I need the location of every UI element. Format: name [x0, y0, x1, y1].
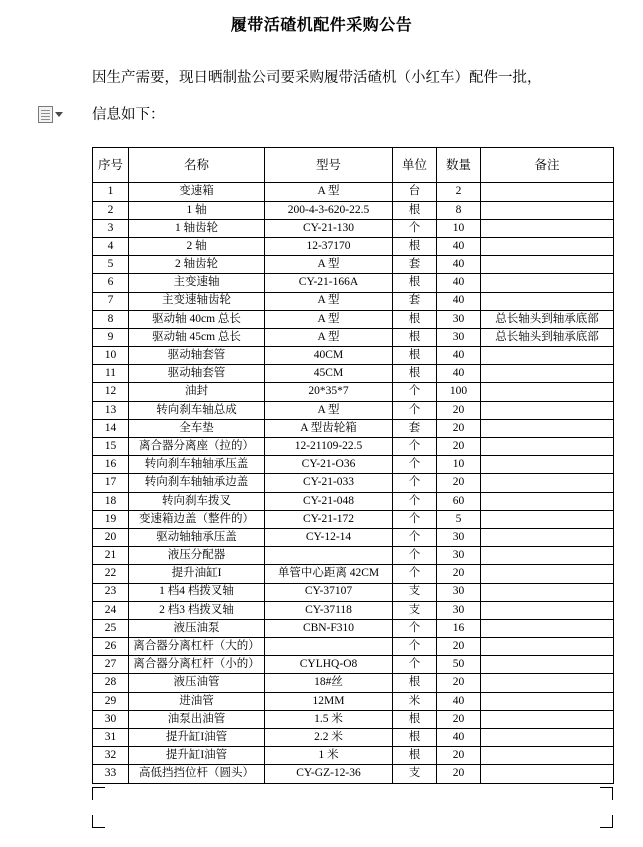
cell-unit: 根	[393, 328, 437, 346]
cell-name: 1 轴齿轮	[129, 219, 265, 237]
cell-unit: 个	[393, 510, 437, 528]
cell-quantity: 30	[437, 583, 481, 601]
cell-name: 变速箱	[129, 183, 265, 201]
cell-model: CY-21-172	[265, 510, 393, 528]
cell-quantity: 40	[437, 347, 481, 365]
table-row	[93, 183, 614, 201]
cell-remark	[481, 601, 614, 619]
document-page	[0, 12, 643, 847]
cell-unit: 米	[393, 692, 437, 710]
cell-unit: 个	[393, 456, 437, 474]
cell-model: 1 米	[265, 747, 393, 765]
cell-index: 29	[93, 692, 129, 710]
table-row	[93, 456, 614, 474]
table-row	[93, 656, 614, 674]
cell-name: 驱动轴 45cm 总长	[129, 328, 265, 346]
cell-remark	[481, 401, 614, 419]
cell-model: 12-21109-22.5	[265, 438, 393, 456]
cell-name: 主变速轴	[129, 274, 265, 292]
cell-model: 18#丝	[265, 674, 393, 692]
cell-name: 转向刹车轴总成	[129, 401, 265, 419]
cell-model: CY-21-130	[265, 219, 393, 237]
intro-paragraph-1: 因生产需要，现日晒制盐公司要采购履带活碴机（小红车）配件一批，	[92, 70, 542, 86]
cell-model	[265, 547, 393, 565]
cell-index: 23	[93, 583, 129, 601]
cell-index: 4	[93, 237, 129, 255]
table-row	[93, 547, 614, 565]
cell-quantity: 20	[437, 419, 481, 437]
cell-index: 24	[93, 601, 129, 619]
table-header-row	[93, 148, 614, 183]
cell-index: 16	[93, 456, 129, 474]
cell-quantity: 60	[437, 492, 481, 510]
table-row	[93, 256, 614, 274]
cell-name: 2 轴齿轮	[129, 256, 265, 274]
table-row	[93, 492, 614, 510]
cell-name: 液压油管	[129, 674, 265, 692]
cell-quantity: 100	[437, 383, 481, 401]
col-header-model: 型号	[265, 148, 393, 183]
cell-name: 提升缸I油管	[129, 729, 265, 747]
cell-index: 31	[93, 729, 129, 747]
cell-unit: 根	[393, 201, 437, 219]
cell-remark	[481, 219, 614, 237]
cell-remark	[481, 274, 614, 292]
cell-model: A 型	[265, 256, 393, 274]
cell-name: 提升缸I油管	[129, 747, 265, 765]
cell-index: 33	[93, 765, 129, 783]
cell-index: 15	[93, 438, 129, 456]
cell-unit: 个	[393, 492, 437, 510]
cell-name: 转向刹车轴轴承压盖	[129, 456, 265, 474]
cell-unit: 个	[393, 656, 437, 674]
cell-quantity: 40	[437, 292, 481, 310]
cell-name: 液压分配器	[129, 547, 265, 565]
cell-index: 5	[93, 256, 129, 274]
cell-unit: 个	[393, 619, 437, 637]
cell-model: CY-37107	[265, 583, 393, 601]
cell-quantity: 20	[437, 674, 481, 692]
cell-index: 6	[93, 274, 129, 292]
cell-index: 27	[93, 656, 129, 674]
cell-index: 17	[93, 474, 129, 492]
cell-name: 驱动轴轴承压盖	[129, 528, 265, 546]
cell-quantity: 10	[437, 456, 481, 474]
cell-unit: 支	[393, 583, 437, 601]
cell-model: CYLHQ-O8	[265, 656, 393, 674]
cell-index: 18	[93, 492, 129, 510]
cell-unit: 根	[393, 237, 437, 255]
cell-name: 离合器分离杠杆（大的）	[129, 638, 265, 656]
cell-remark	[481, 474, 614, 492]
cell-index: 2	[93, 201, 129, 219]
cell-remark	[481, 619, 614, 637]
cell-quantity: 50	[437, 656, 481, 674]
cell-remark	[481, 347, 614, 365]
cell-model: 40CM	[265, 347, 393, 365]
cell-name: 进油管	[129, 692, 265, 710]
table-row	[93, 710, 614, 728]
cell-unit: 个	[393, 383, 437, 401]
cell-index: 26	[93, 638, 129, 656]
cell-model: 2.2 米	[265, 729, 393, 747]
page-title: 履带活碴机配件采购公告	[230, 17, 413, 34]
cell-quantity: 20	[437, 401, 481, 419]
cell-remark	[481, 583, 614, 601]
col-header-name: 名称	[129, 148, 265, 183]
cell-name: 液压油泵	[129, 619, 265, 637]
cell-index: 25	[93, 619, 129, 637]
cell-remark	[481, 765, 614, 783]
cell-index: 3	[93, 219, 129, 237]
cell-model: 45CM	[265, 365, 393, 383]
cell-unit: 台	[393, 183, 437, 201]
cell-remark	[481, 565, 614, 583]
page-crop-marks	[92, 787, 613, 827]
cell-model: CY-12-14	[265, 528, 393, 546]
cell-remark	[481, 492, 614, 510]
cell-model: 12-37170	[265, 237, 393, 255]
cell-remark	[481, 256, 614, 274]
cell-index: 28	[93, 674, 129, 692]
table-row	[93, 601, 614, 619]
cell-name: 提升油缸I	[129, 565, 265, 583]
cell-model: 12MM	[265, 692, 393, 710]
crop-mark-bottom-right	[600, 815, 613, 828]
cell-unit: 个	[393, 528, 437, 546]
cell-index: 32	[93, 747, 129, 765]
table-row	[93, 510, 614, 528]
cell-quantity: 10	[437, 219, 481, 237]
cell-name: 1 档4 档拨叉轴	[129, 583, 265, 601]
cell-remark	[481, 365, 614, 383]
table-row	[93, 474, 614, 492]
cell-name: 主变速轴齿轮	[129, 292, 265, 310]
intro-paragraph-2: 信息如下：	[92, 107, 165, 124]
cell-name: 高低挡挡位杆（圆头）	[129, 765, 265, 783]
cell-quantity: 40	[437, 692, 481, 710]
cell-name: 转向刹车轴轴承边盖	[129, 474, 265, 492]
cell-remark	[481, 510, 614, 528]
table-row	[93, 765, 614, 783]
cell-name: 油封	[129, 383, 265, 401]
cell-model: 1.5 米	[265, 710, 393, 728]
cell-remark	[481, 547, 614, 565]
cell-remark	[481, 456, 614, 474]
cell-model: A 型	[265, 292, 393, 310]
crop-mark-bottom-left	[92, 815, 105, 828]
cell-remark	[481, 710, 614, 728]
cell-remark	[481, 638, 614, 656]
cell-quantity: 30	[437, 328, 481, 346]
cell-index: 9	[93, 328, 129, 346]
cell-remark	[481, 674, 614, 692]
cell-unit: 根	[393, 365, 437, 383]
cell-model: CY-GZ-12-36	[265, 765, 393, 783]
col-header-remark: 备注	[481, 148, 614, 183]
cell-model: 单管中心距离 42CM	[265, 565, 393, 583]
cell-name: 驱动轴套管	[129, 347, 265, 365]
cell-index: 21	[93, 547, 129, 565]
cell-quantity: 20	[437, 638, 481, 656]
cell-index: 11	[93, 365, 129, 383]
cell-model: CY-21-048	[265, 492, 393, 510]
cell-index: 22	[93, 565, 129, 583]
cell-index: 19	[93, 510, 129, 528]
table-row	[93, 692, 614, 710]
col-header-unit: 单位	[393, 148, 437, 183]
table-row	[93, 583, 614, 601]
cell-remark	[481, 656, 614, 674]
cell-quantity: 2	[437, 183, 481, 201]
cell-model: A 型	[265, 401, 393, 419]
cell-unit: 个	[393, 401, 437, 419]
cell-name: 驱动轴套管	[129, 365, 265, 383]
cell-unit: 个	[393, 474, 437, 492]
cell-remark: 总长轴头到轴承底部	[481, 310, 614, 328]
cell-name: 2 轴	[129, 237, 265, 255]
cell-index: 12	[93, 383, 129, 401]
table-row	[93, 747, 614, 765]
cell-remark	[481, 747, 614, 765]
cell-remark	[481, 419, 614, 437]
table-row	[93, 274, 614, 292]
cell-unit: 根	[393, 310, 437, 328]
cell-model: A 型齿轮箱	[265, 419, 393, 437]
cell-name: 转向刹车拨叉	[129, 492, 265, 510]
cell-name: 变速箱边盖（整件的）	[129, 510, 265, 528]
cell-unit: 个	[393, 438, 437, 456]
table-row	[93, 383, 614, 401]
crop-mark-top-left	[92, 787, 105, 800]
cell-unit: 个	[393, 565, 437, 583]
cell-unit: 个	[393, 638, 437, 656]
cell-index: 8	[93, 310, 129, 328]
cell-quantity: 20	[437, 765, 481, 783]
cell-name: 全车垫	[129, 419, 265, 437]
cell-quantity: 40	[437, 237, 481, 255]
cell-quantity: 5	[437, 510, 481, 528]
cell-name: 2 档3 档拨叉轴	[129, 601, 265, 619]
table-row	[93, 674, 614, 692]
table-row	[93, 328, 614, 346]
cell-name: 离合器分离座（拉的）	[129, 438, 265, 456]
cell-quantity: 20	[437, 710, 481, 728]
table-row	[93, 729, 614, 747]
cell-remark	[481, 383, 614, 401]
cell-model: CY-21-166A	[265, 274, 393, 292]
cell-model	[265, 638, 393, 656]
table-row	[93, 201, 614, 219]
cell-remark	[481, 438, 614, 456]
cell-model: CY-21-033	[265, 474, 393, 492]
cell-quantity: 20	[437, 747, 481, 765]
cell-quantity: 40	[437, 274, 481, 292]
cell-quantity: 40	[437, 729, 481, 747]
cell-unit: 支	[393, 765, 437, 783]
cell-unit: 根	[393, 729, 437, 747]
cell-unit: 个	[393, 547, 437, 565]
document-thumbnail-toggle[interactable]	[38, 105, 66, 123]
cell-unit: 根	[393, 347, 437, 365]
col-header-quantity: 数量	[437, 148, 481, 183]
cell-quantity: 30	[437, 528, 481, 546]
table-row	[93, 310, 614, 328]
cell-index: 14	[93, 419, 129, 437]
cell-unit: 个	[393, 219, 437, 237]
cell-unit: 支	[393, 601, 437, 619]
table-row	[93, 365, 614, 383]
parts-table	[92, 147, 614, 783]
cell-quantity: 40	[437, 256, 481, 274]
cell-quantity: 30	[437, 601, 481, 619]
cell-unit: 根	[393, 747, 437, 765]
cell-index: 10	[93, 347, 129, 365]
cell-model: CY-21-O36	[265, 456, 393, 474]
cell-model: A 型	[265, 310, 393, 328]
table-row	[93, 528, 614, 546]
cell-index: 13	[93, 401, 129, 419]
table-row	[93, 565, 614, 583]
cell-remark	[481, 183, 614, 201]
cell-unit: 套	[393, 292, 437, 310]
cell-unit: 套	[393, 256, 437, 274]
cell-name: 离合器分离杠杆（小的）	[129, 656, 265, 674]
cell-remark	[481, 237, 614, 255]
cell-index: 20	[93, 528, 129, 546]
cell-index: 7	[93, 292, 129, 310]
cell-remark	[481, 729, 614, 747]
cell-unit: 根	[393, 274, 437, 292]
cell-quantity: 20	[437, 474, 481, 492]
cell-quantity: 20	[437, 565, 481, 583]
cell-quantity: 30	[437, 310, 481, 328]
cell-quantity: 40	[437, 365, 481, 383]
table-row	[93, 219, 614, 237]
cell-name: 驱动轴 40cm 总长	[129, 310, 265, 328]
cell-model: CY-37118	[265, 601, 393, 619]
col-header-index: 序号	[93, 148, 129, 183]
cell-index: 30	[93, 710, 129, 728]
cell-quantity: 16	[437, 619, 481, 637]
cell-model: CBN-F310	[265, 619, 393, 637]
table-row	[93, 292, 614, 310]
document-thumbnail-icon	[38, 106, 53, 123]
cell-quantity: 8	[437, 201, 481, 219]
parts-table-container	[0, 147, 643, 783]
cell-model: A 型	[265, 183, 393, 201]
cell-model: 20*35*7	[265, 383, 393, 401]
table-row	[93, 237, 614, 255]
cell-unit: 套	[393, 419, 437, 437]
cell-index: 1	[93, 183, 129, 201]
table-row	[93, 419, 614, 437]
table-row	[93, 619, 614, 637]
cell-name: 1 轴	[129, 201, 265, 219]
cell-remark	[481, 528, 614, 546]
cell-model: A 型	[265, 328, 393, 346]
cell-quantity: 30	[437, 547, 481, 565]
cell-unit: 根	[393, 674, 437, 692]
cell-unit: 根	[393, 710, 437, 728]
chevron-down-icon	[55, 112, 63, 117]
cell-remark	[481, 201, 614, 219]
table-row	[93, 438, 614, 456]
table-row	[93, 401, 614, 419]
cell-remark	[481, 292, 614, 310]
cell-quantity: 20	[437, 438, 481, 456]
cell-name: 油泵出油管	[129, 710, 265, 728]
cell-model: 200-4-3-620-22.5	[265, 201, 393, 219]
cell-remark	[481, 692, 614, 710]
table-row	[93, 638, 614, 656]
table-row	[93, 347, 614, 365]
crop-mark-top-right	[600, 787, 613, 800]
cell-remark: 总长轴头到轴承底部	[481, 328, 614, 346]
